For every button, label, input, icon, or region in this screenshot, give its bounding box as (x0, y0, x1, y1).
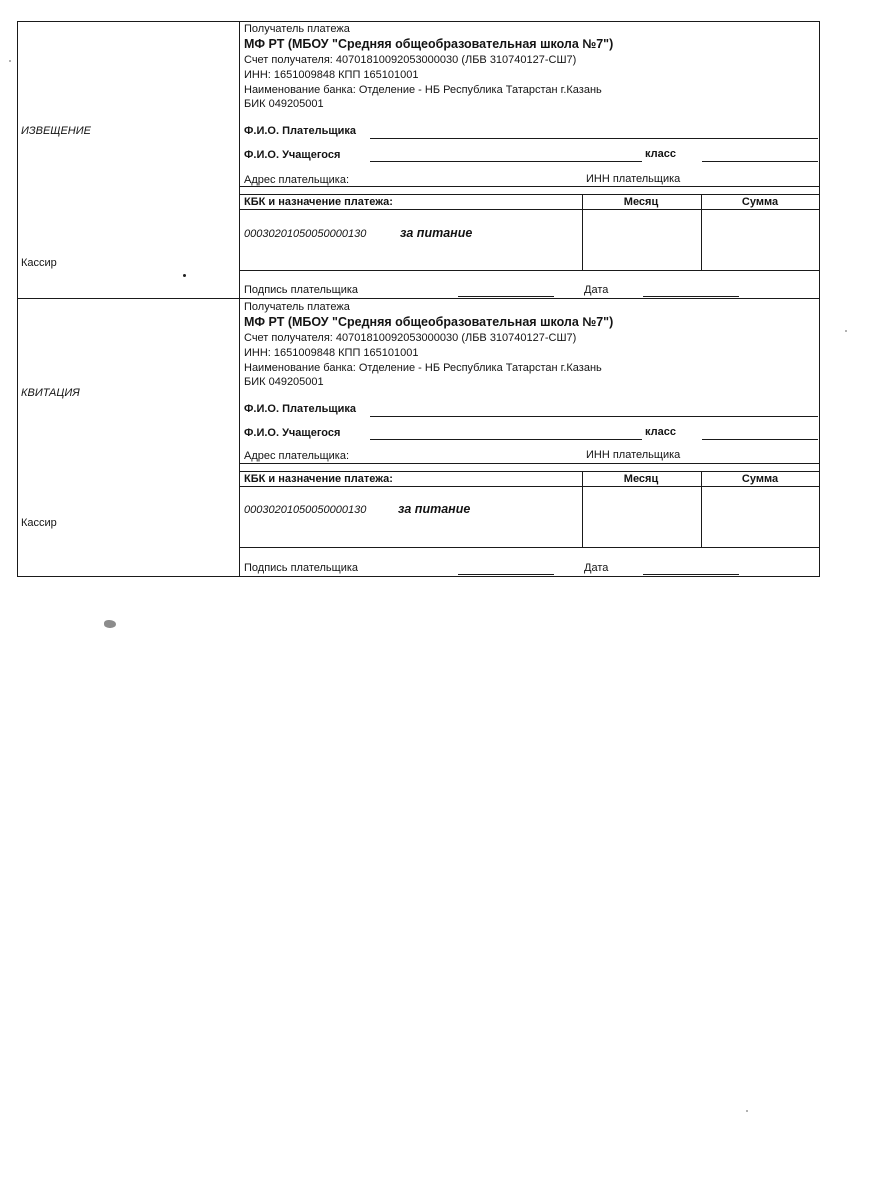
notice-month-column-rule (582, 194, 583, 270)
receipt-signature-label: Подпись плательщика (244, 562, 359, 574)
notice-recipient-heading: Получатель платежа (244, 23, 350, 35)
notice-signature-label: Подпись плательщика (244, 284, 359, 296)
receipt-left-column (18, 299, 240, 576)
receipt-divider-2 (240, 471, 819, 472)
notice-payer-address-label: Адрес плательщика: (244, 174, 350, 186)
notice-student-name-label: Ф.И.О. Учащегося (244, 149, 341, 161)
notice-sum-column-rule (701, 194, 702, 270)
receipt-date-field[interactable] (643, 574, 739, 575)
notice-payer-inn-label: ИНН плательщика (586, 173, 681, 185)
receipt-payer-name-field[interactable] (370, 416, 818, 417)
notice-signature-field[interactable] (458, 296, 554, 297)
notice-account-line: Счет получателя: 40701810092053000030 (ЛБВ 310740127-СШ7) (244, 54, 577, 66)
receipt-right-column (240, 299, 819, 576)
scan-speck (746, 1110, 748, 1112)
notice-header-purpose: КБК и назначение платежа: (244, 196, 393, 208)
notice-payment-purpose: за питание (400, 226, 473, 240)
notice-header-sum: Сумма (741, 196, 779, 208)
notice-payer-name-label: Ф.И.О. Плательщика (244, 125, 357, 137)
receipt-divider-1 (240, 463, 819, 464)
notice-class-field[interactable] (702, 161, 818, 162)
receipt-payment-purpose: за питание (398, 502, 471, 516)
receipt-student-name-field[interactable] (370, 439, 642, 440)
notice-header-month: Месяц (623, 196, 659, 208)
receipt-bik-line: БИК 049205001 (244, 376, 324, 388)
notice-recipient-org: МФ РТ (МБОУ "Средняя общеобразовательная школа №7") (244, 37, 614, 51)
notice-date-field[interactable] (643, 296, 739, 297)
scan-speck (9, 60, 11, 62)
notice-cashier-label: Кассир (21, 257, 57, 269)
receipt-class-label: класс (645, 426, 676, 438)
receipt-table-header-rule (240, 486, 819, 487)
notice-inn-kpp-line: ИНН: 1651009848 КПП 165101001 (244, 69, 419, 81)
receipt-header-month: Месяц (623, 473, 659, 485)
receipt-bank-line: Наименование банка: Отделение - НБ Республика Татарстан г.Казань (244, 362, 602, 374)
scan-smudge (104, 620, 116, 628)
receipt-cashier-label: Кассир (21, 517, 57, 529)
notice-class-label: класс (645, 148, 676, 160)
notice-section (17, 21, 820, 299)
receipt-class-field[interactable] (702, 439, 818, 440)
receipt-account-line: Счет получателя: 40701810092053000030 (ЛБВ 310740127-СШ7) (244, 332, 577, 344)
notice-right-column (240, 22, 819, 298)
notice-section-label: ИЗВЕЩЕНИЕ (21, 125, 91, 137)
notice-divider-1 (240, 186, 819, 187)
receipt-signature-field[interactable] (458, 574, 554, 575)
receipt-section-label: КВИТАЦИЯ (21, 387, 80, 399)
receipt-date-label: Дата (584, 562, 609, 574)
notice-kbk-code: 00030201050050000130 (244, 228, 367, 240)
notice-student-name-field[interactable] (370, 161, 642, 162)
notice-table-header-rule (240, 209, 819, 210)
notice-payer-name-field[interactable] (370, 138, 818, 139)
receipt-month-column-rule (582, 471, 583, 547)
notice-divider-2 (240, 194, 819, 195)
receipt-header-purpose: КБК и назначение платежа: (244, 473, 393, 485)
receipt-recipient-org: МФ РТ (МБОУ "Средняя общеобразовательная школа №7") (244, 315, 614, 329)
notice-bik-line: БИК 049205001 (244, 98, 324, 110)
receipt-kbk-code: 00030201050050000130 (244, 504, 367, 516)
receipt-recipient-heading: Получатель платежа (244, 301, 350, 313)
receipt-payer-inn-label: ИНН плательщика (586, 449, 681, 461)
receipt-inn-kpp-line: ИНН: 1651009848 КПП 165101001 (244, 347, 419, 359)
notice-table-bottom-rule (240, 270, 819, 271)
receipt-sum-column-rule (701, 471, 702, 547)
receipt-table-bottom-rule (240, 547, 819, 548)
scan-speck (183, 274, 186, 277)
notice-left-column (18, 22, 240, 298)
receipt-student-name-label: Ф.И.О. Учащегося (244, 427, 341, 439)
receipt-payer-address-label: Адрес плательщика: (244, 450, 350, 462)
receipt-section (17, 298, 820, 577)
notice-bank-line: Наименование банка: Отделение - НБ Республика Татарстан г.Казань (244, 84, 602, 96)
receipt-payer-name-label: Ф.И.О. Плательщика (244, 403, 357, 415)
receipt-header-sum: Сумма (741, 473, 779, 485)
scan-speck (845, 330, 847, 332)
notice-date-label: Дата (584, 284, 609, 296)
